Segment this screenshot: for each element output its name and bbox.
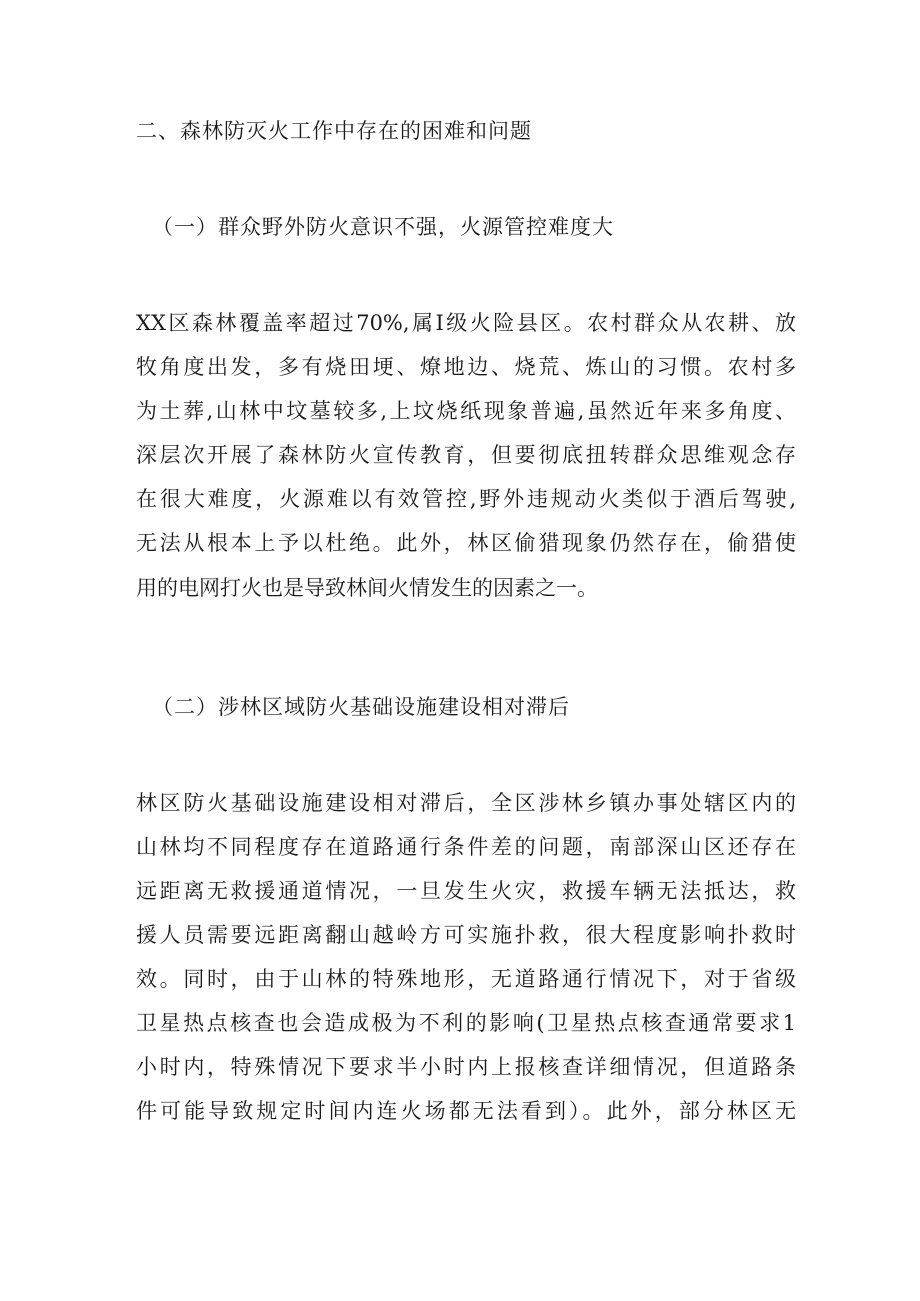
subsection-2-title: （二）涉林区域防火基础设施建设相对滞后 <box>152 695 570 719</box>
paragraph-line: 在很大难度，火源难以有效管控,野外违规动火类似于酒后驾驶, <box>136 487 796 511</box>
paragraph-line: 山林均不同程度存在道路通行条件差的问题，南部深山区还存在 <box>136 835 796 859</box>
paragraph-line: 无法从根本上予以杜绝。此外，林区偷猎现象仍然存在，偷猎使 <box>136 531 796 555</box>
paragraph-line: XX区森林覆盖率超过70%,属I级火险县区。农村群众从农耕、放 <box>136 311 796 335</box>
paragraph-line: 远距离无救援通道情况，一旦发生火灾，救援车辆无法抵达，救 <box>136 879 796 903</box>
paragraph-line: 援人员需要远距离翻山越岭方可实施扑救，很大程度影响扑救时 <box>136 923 796 947</box>
paragraph-line: 件可能导致规定时间内连火场都无法看到）。此外，部分林区无 <box>136 1099 796 1123</box>
paragraph-line: 林区防火基础设施建设相对滞后，全区涉林乡镇办事处辖区内的 <box>136 791 796 815</box>
paragraph-line: 深层次开展了森林防火宣传教育，但要彻底扭转群众思维观念存 <box>136 443 796 467</box>
paragraph-line: 为土葬,山林中坟墓较多,上坟烧纸现象普遍,虽然近年来多角度、 <box>136 399 796 423</box>
paragraph-line: 牧角度出发，多有烧田埂、燎地边、烧荒、炼山的习惯。农村多 <box>136 355 796 379</box>
paragraph-line: 用的电网打火也是导致林间火情发生的因素之一。 <box>136 576 598 600</box>
subsection-1-title: （一）群众野外防火意识不强，火源管控难度大 <box>152 215 614 239</box>
section-heading: 二、森林防灭火工作中存在的困难和问题 <box>136 119 532 143</box>
paragraph-line: 效。同时，由于山林的特殊地形，无道路通行情况下，对于省级 <box>136 967 796 991</box>
paragraph-line: 卫星热点核查也会造成极为不利的影响(卫星热点核查通常要求1 <box>136 1011 796 1035</box>
paragraph-line: 小时内，特殊情况下要求半小时内上报核查详细情况，但道路条 <box>136 1055 796 1079</box>
